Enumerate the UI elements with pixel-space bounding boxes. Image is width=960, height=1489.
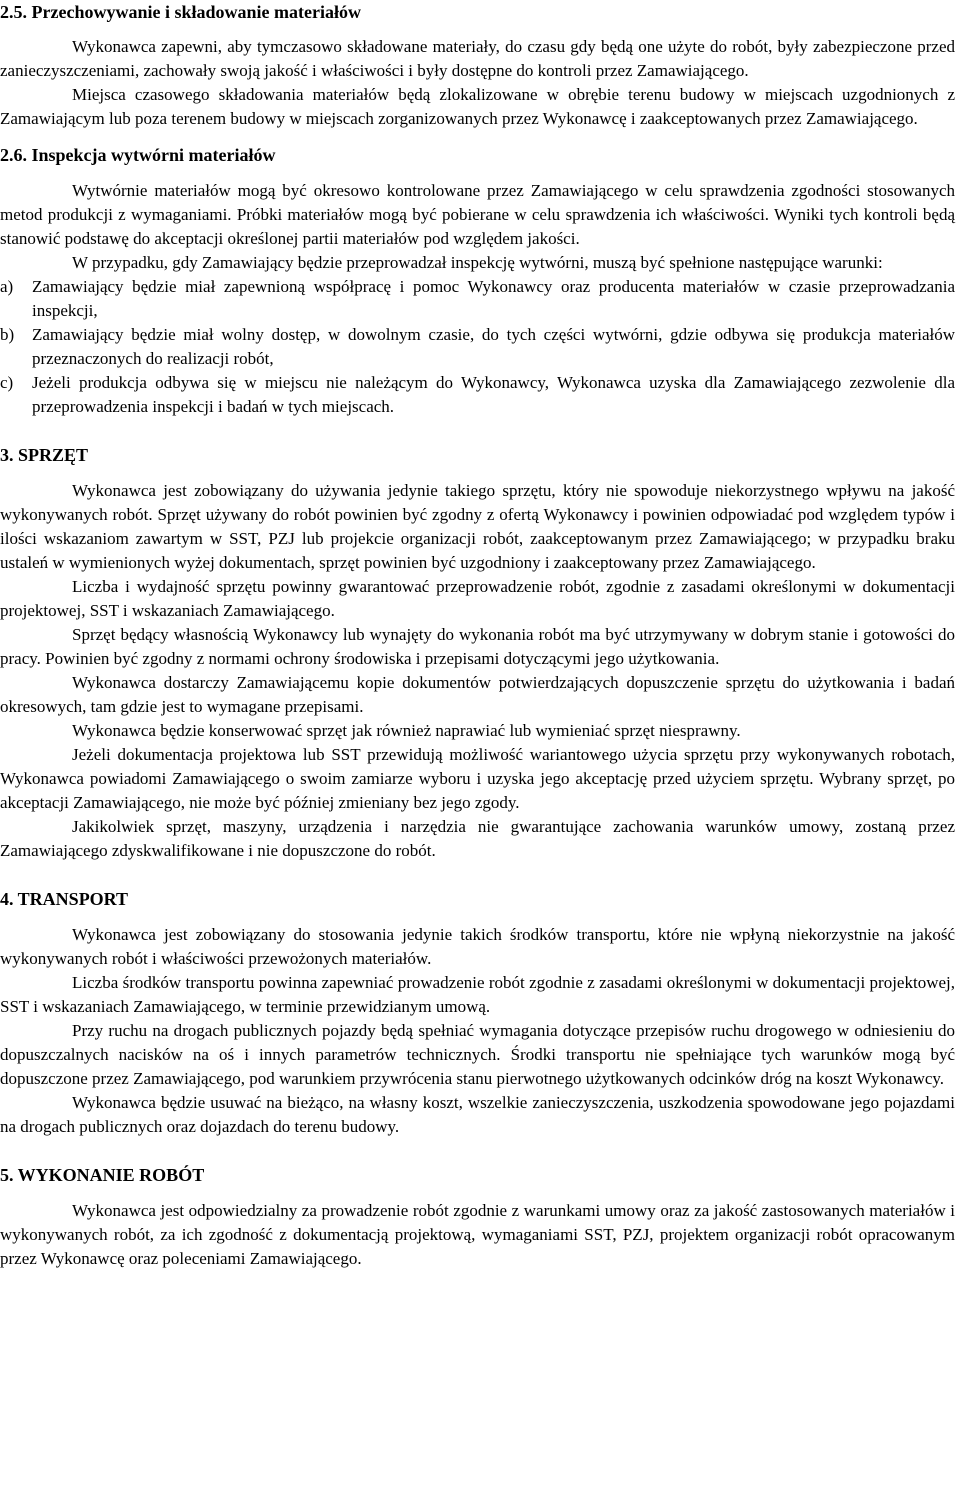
list-marker: a) bbox=[0, 277, 14, 296]
paragraph: Wykonawca jest zobowiązany do używania jedynie takiego sprzętu, który nie spowoduje niekorzystnego wpływu na jakość wykonywanych robót. Sprzęt używany do robót powinien być zgodny z ofertą Wykonawcy i powinien odpowiadać pod względem typów i ilości wskazaniom zawartym w SST, PZJ lub projekcie organizacji robót, zaakceptowanym przez Zamawiającego; w przypadku braku ustaleń w wymienionych wyżej dokumentach, sprzęt powinien być uzgodniony i zaakceptowany przez Zamawiającego. bbox=[0, 481, 955, 572]
list-item bbox=[0, 275, 955, 323]
list-marker: c) bbox=[0, 373, 14, 392]
paragraph: Wykonawca jest odpowiedzialny za prowadzenie robót zgodnie z warunkami umowy oraz za jakość zastosowanych materiałów i wykonywanych robót, za ich zgodność z dokumentacją projektową, wymaganiami SST, PZJ, projektem organizacji robót opracowanym przez Wykonawcę oraz poleceniami Zamawiającego. bbox=[0, 1201, 955, 1268]
section-heading-3: 3. SPRZĘT bbox=[0, 445, 89, 465]
paragraph: Wykonawca będzie konserwować sprzęt jak również naprawiać lub wymieniać sprzęt niesprawny. bbox=[72, 721, 741, 740]
paragraph: Jeżeli dokumentacja projektowa lub SST przewidują możliwość wariantowego użycia sprzętu przy wykonywanych robotach, Wykonawca powiadomi Zamawiającego o swoim zamiarze wyboru i uzyska jego akceptację przed użyciem sprzętu. Wybrany sprzęt, po akceptacji Zamawiającego, nie może być później zmieniany bez jego zgody. bbox=[0, 745, 955, 812]
paragraph: Wykonawca jest zobowiązany do stosowania jedynie takich środków transportu, które nie wpłyną niekorzystnie na jakość wykonywanych robót i właściwości przewożonych materiałów. bbox=[0, 925, 955, 968]
paragraph: W przypadku, gdy Zamawiający będzie przeprowadzał inspekcję wytwórni, muszą być spełnione następujące warunki: bbox=[72, 253, 883, 272]
list-item-text: Jeżeli produkcja odbywa się w miejscu nie należącym do Wykonawcy, Wykonawca uzyska dla Zamawiającego zezwolenie dla przeprowadzenia inspekcji i badań w tych miejscach. bbox=[32, 373, 955, 416]
paragraph: Jakikolwiek sprzęt, maszyny, urządzenia i narzędzia nie gwarantujące zachowania warunków umowy, zostaną przez Zamawiającego zdyskwalifikowane i nie dopuszczone do robót. bbox=[0, 817, 955, 860]
paragraph: Przy ruchu na drogach publicznych pojazdy będą spełniać wymagania dotyczące przepisów ruchu drogowego w odniesieniu do dopuszczalnych nacisków na oś i innych parametrów technicznych. Środki transportu nie spełniające tych warunków mogą być dopuszczone przez Zamawiającego, pod warunkiem przywrócenia stanu pierwotnego użytkowanych odcinków dróg na koszt Wykonawcy. bbox=[0, 1021, 955, 1088]
list-marker: b) bbox=[0, 325, 15, 344]
section-heading-5: 5. WYKONANIE ROBÓT bbox=[0, 1165, 205, 1185]
paragraph: Wytwórnie materiałów mogą być okresowo kontrolowane przez Zamawiającego w celu sprawdzenia zgodności stosowanych metod produkcji z wymaganiami. Próbki materiałów mogą być pobierane w celu sprawdzenia ich właściwości. Wyniki tych kontroli będą stanowić podstawę do akceptacji określonej partii materiałów pod względem jakości. bbox=[0, 181, 955, 248]
paragraph: Miejsca czasowego składowania materiałów będą zlokalizowane w obrębie terenu budowy w miejscach uzgodnionych z Zamawiającym lub poza terenem budowy w miejscach zorganizowanych przez Wykonawcę i zaakceptowanych przez Zamawiającego. bbox=[0, 85, 955, 128]
list-item bbox=[0, 323, 955, 371]
section-heading-2-5: 2.5. Przechowywanie i składowanie materiałów bbox=[0, 2, 361, 22]
list-item bbox=[0, 371, 955, 419]
paragraph: Sprzęt będący własnością Wykonawcy lub wynajęty do wykonania robót ma być utrzymywany w dobrym stanie i gotowości do pracy. Powinien być zgodny z normami ochrony środowiska i przepisami dotyczącymi jego użytkowania. bbox=[0, 625, 955, 668]
section-heading-4: 4. TRANSPORT bbox=[0, 889, 129, 909]
paragraph: Wykonawca zapewni, aby tymczasowo składowane materiały, do czasu gdy będą one użyte do robót, były zabezpieczone przed zanieczyszczeniami, zachowały swoją jakość i właściwości i były dostępne do kontroli przez Zamawiającego. bbox=[0, 37, 955, 80]
paragraph: Liczba środków transportu powinna zapewniać prowadzenie robót zgodnie z zasadami określonymi w dokumentacji projektowej, SST i wskazaniach Zamawiającego, w terminie przewidzianym umową. bbox=[0, 973, 955, 1016]
list-item-text: Zamawiający będzie miał wolny dostęp, w dowolnym czasie, do tych części wytwórni, gdzie odbywa się produkcja materiałów przeznaczonych do realizacji robót, bbox=[32, 325, 955, 368]
paragraph: Wykonawca dostarczy Zamawiającemu kopie dokumentów potwierdzających dopuszczenie sprzętu do użytkowania i badań okresowych, tam gdzie jest to wymagane przepisami. bbox=[0, 673, 955, 716]
paragraph: Wykonawca będzie usuwać na bieżąco, na własny koszt, wszelkie zanieczyszczenia, uszkodzenia spowodowane jego pojazdami na drogach publicznych oraz dojazdach do terenu budowy. bbox=[0, 1093, 955, 1136]
list-item-text: Zamawiający będzie miał zapewnioną współpracę i pomoc Wykonawcy oraz producenta materiałów w czasie przeprowadzania inspekcji, bbox=[32, 277, 955, 320]
paragraph: Liczba i wydajność sprzętu powinny gwarantować przeprowadzenie robót, zgodnie z zasadami określonymi w dokumentacji projektowej, SST i wskazaniach Zamawiającego. bbox=[0, 577, 955, 620]
section-heading-2-6: 2.6. Inspekcja wytwórni materiałów bbox=[0, 145, 276, 165]
